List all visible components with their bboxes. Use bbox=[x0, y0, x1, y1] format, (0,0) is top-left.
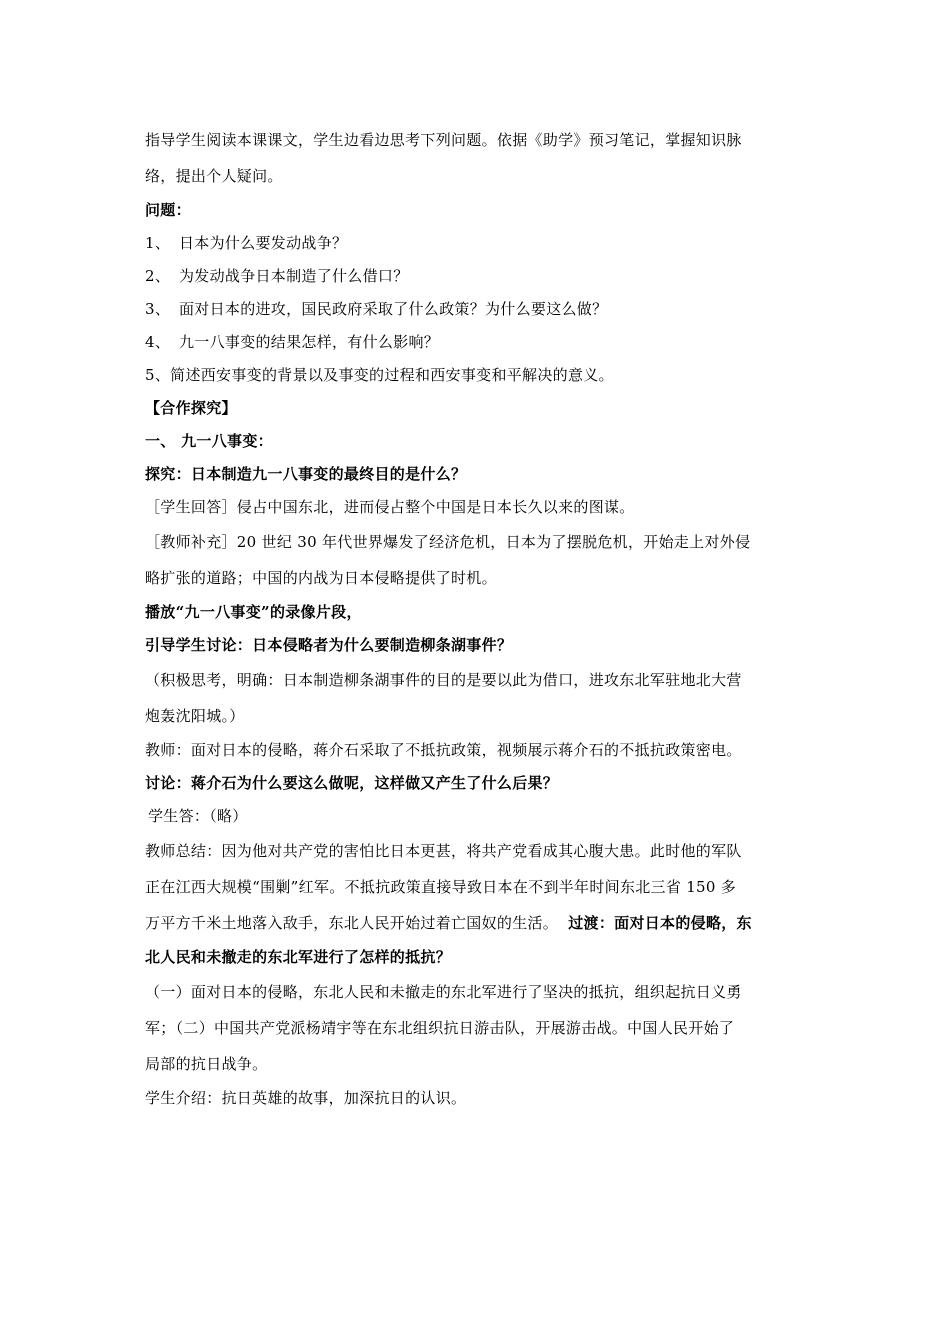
discussion-question: 讨论：蒋介石为什么要这么做呢，这样做又产生了什么后果？ bbox=[145, 774, 559, 792]
summary-line-2: 正在江西大规模“围剿”红军。不抵抗政策直接导致日本在不到半年时间东北三省 150 多 bbox=[145, 878, 737, 896]
questions-heading: 问题： bbox=[145, 201, 191, 219]
guide-discussion: 引导学生讨论：日本侵略者为什么要制造柳条湖事件？ bbox=[145, 636, 513, 654]
think-line-2: 炮轰沈阳城。） bbox=[145, 707, 245, 725]
question-text: 为发动战争日本制造了什么借口？ bbox=[179, 267, 409, 285]
think-line-1: （积极思考，明确：日本制造柳条湖事件的目的是要以此为借口，进攻东北军驻地北大营 bbox=[145, 671, 742, 689]
resist-line-2: 军；（二）中国共产党派杨靖宇等在东北组织抗日游击队，开展游击战。中国人民开始了 bbox=[145, 1019, 735, 1037]
question-number: 2、 bbox=[145, 267, 171, 285]
student-introduction: 学生介绍：抗日英雄的故事，加深抗日的认识。 bbox=[145, 1089, 467, 1107]
question-item bbox=[145, 260, 810, 293]
transition-text: 过渡：面对日本的侵略，东 bbox=[568, 914, 752, 932]
explore-question: 探究：日本制造九一八事变的最终目的是什么？ bbox=[145, 465, 467, 483]
teacher-line: 教师：面对日本的侵略，蒋介石采取了不抵抗政策，视频展示蒋介石的不抵抗政策密电。 bbox=[145, 741, 742, 759]
resist-line-1: （一）面对日本的侵略，东北人民和未撤走的东北军进行了坚决的抵抗，组织起抗日义勇 bbox=[145, 983, 742, 1001]
section-heading: 【合作探究】 bbox=[145, 399, 237, 417]
intro-line-2: 络，提出个人疑问。 bbox=[145, 167, 283, 185]
student-reply: 学生答：（略） bbox=[148, 807, 248, 825]
question-text: 面对日本的进攻，国民政府采取了什么政策？为什么要这么做？ bbox=[179, 300, 608, 318]
question-item bbox=[145, 326, 810, 359]
student-answer: ［学生回答］侵占中国东北，进而侵占整个中国是日本长久以来的图谋。 bbox=[145, 498, 635, 516]
teacher-supplement-line-2: 略扩张的道路；中国的内战为日本侵略提供了时机。 bbox=[145, 569, 497, 587]
transition-line-2: 北人民和未撤走的东北军进行了怎样的抵抗？ bbox=[145, 948, 452, 966]
question-item bbox=[145, 227, 810, 260]
summary-line-3 bbox=[145, 905, 810, 941]
document-body bbox=[145, 122, 810, 1115]
question-text: 九一八事变的结果怎样，有什么影响？ bbox=[179, 333, 440, 351]
teacher-supplement-line-1: ［教师补充］20 世纪 30 年代世界爆发了经济危机，日本为了摆脱危机，开始走上对外侵 bbox=[145, 533, 751, 551]
question-number: 4、 bbox=[145, 333, 171, 351]
summary-line-1: 教师总结：因为他对共产党的害怕比日本更甚，将共产党看成其心腹大患。此时他的军队 bbox=[145, 842, 742, 860]
summary-text: 万平方千米土地落入敌手，东北人民开始过着亡国奴的生活。 bbox=[145, 914, 559, 932]
sub-heading: 一、 九一八事变： bbox=[145, 432, 273, 450]
question-number: 3、 bbox=[145, 300, 171, 318]
question-text: 日本为什么要发动战争？ bbox=[179, 234, 348, 252]
play-video: 播放“九一八事变”的录像片段， bbox=[145, 603, 362, 621]
question-number: 1、 bbox=[145, 234, 171, 252]
question-item-5: 5、简述西安事变的背景以及事变的过程和西安事变和平解决的意义。 bbox=[145, 366, 614, 384]
question-item bbox=[145, 293, 810, 326]
resist-line-3: 局部的抗日战争。 bbox=[145, 1055, 268, 1073]
intro-line-1: 指导学生阅读本课课文，学生边看边思考下列问题。依据《助学》预习笔记，掌握知识脉 bbox=[145, 131, 742, 149]
